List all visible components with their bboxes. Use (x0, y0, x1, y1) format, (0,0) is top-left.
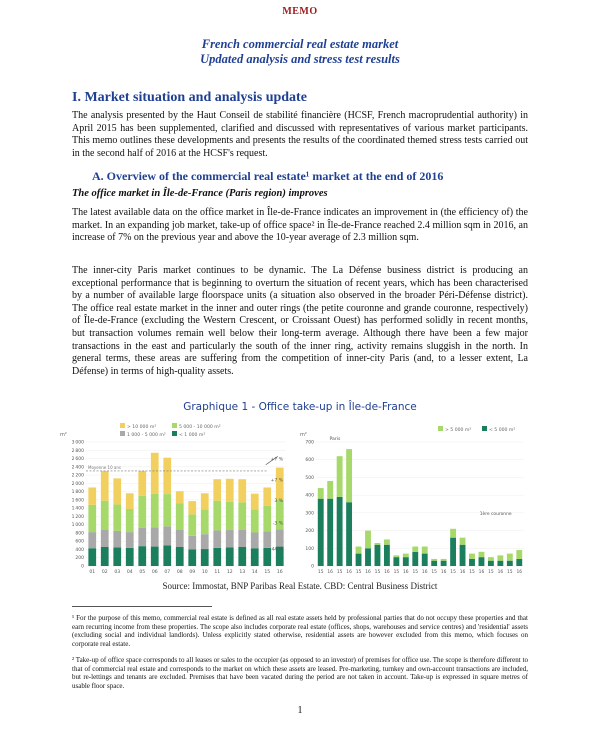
x-tick-label: 01 (89, 570, 96, 575)
x-tick-label: 16 (478, 570, 485, 575)
bar-segment (479, 557, 485, 566)
page-number: 1 (297, 705, 303, 716)
bar-segment (126, 509, 134, 532)
bar-segment (422, 547, 428, 554)
bar-segment (422, 554, 428, 566)
bar-segment (441, 559, 447, 561)
bar-segment (251, 533, 259, 549)
legend-swatch (482, 426, 487, 431)
y-tick-label: 200 (305, 529, 314, 535)
bar-segment (126, 548, 134, 566)
bar-segment (238, 502, 246, 529)
x-tick-label: 16 (346, 570, 352, 575)
x-tick-label: 15 (469, 570, 475, 575)
bar-segment (516, 559, 522, 566)
bar-segment (251, 509, 259, 532)
x-tick-label: 13 (239, 570, 246, 575)
legend-label: < 5 000 m² (489, 428, 516, 433)
bar-segment (163, 494, 171, 526)
bar-segment (431, 561, 437, 566)
bar-segment (188, 549, 196, 566)
bar-segment (101, 501, 109, 530)
bar-segment (412, 552, 418, 566)
x-tick-label: 15 (431, 570, 437, 575)
paris-market-paragraph: The inner-city Paris market continues to be dynamic. The La Défense business district is producing an exceptional performance that is beginning to overturn the situation of recent years, which has been characterised by a number of available large floorspace units (a situation also observed in the broader Péri-Défense district). The office real estate market in the inner and outer rings (the petite couronne and grande couronne, respectively) of Île-de-France (excluding the Western Crescent, or Croissant Ouest) has performed solidly in recent months, but transaction volumes remain well below their long-term average. Although there have been a few major transactions in the east and particularly the south of the inner ring, activity remains sluggish in the north. In general terms, these areas are suffering from the competition of inner-city Paris (and, to a lesser extent, La Défense) in terms of high-quality assets. (72, 265, 528, 377)
group-label: 1ère couronne (479, 512, 512, 517)
bar-segment (226, 547, 234, 566)
x-tick-label: 16 (497, 570, 504, 575)
bar-segment (238, 530, 246, 547)
bar-segment (479, 552, 485, 557)
x-tick-label: 16 (327, 570, 333, 575)
bar-segment (101, 530, 109, 547)
bar-segment (318, 499, 324, 566)
bar-segment (188, 501, 196, 514)
bar-segment (151, 547, 159, 566)
y-tick-label: 2 800 (71, 448, 84, 454)
memo-label: MEMO (282, 6, 318, 17)
bar-segment (151, 453, 159, 494)
bar-segment (213, 501, 221, 531)
bar-segment (201, 493, 209, 509)
change-annotation: 3 % (274, 498, 283, 504)
legend-swatch (172, 431, 177, 436)
x-tick-label: 15 (264, 570, 271, 575)
y-tick-label: 600 (75, 539, 84, 545)
bar-segment (151, 494, 159, 528)
bar-segment (138, 528, 146, 546)
y-tick-label: 400 (305, 493, 314, 499)
bar-segment (337, 456, 343, 497)
bar-segment (450, 529, 456, 538)
bar-segment (337, 497, 343, 566)
y-tick-label: 500 (305, 475, 314, 481)
y-tick-label: 700 (305, 440, 314, 446)
bar-segment (346, 502, 352, 566)
x-tick-label: 10 (201, 570, 208, 575)
bar-segment (201, 534, 209, 549)
x-tick-label: 16 (403, 570, 409, 575)
legend-label: < 1 000 m² (179, 433, 206, 438)
bar-segment (201, 509, 209, 534)
bar-segment (226, 530, 234, 547)
x-tick-label: 16 (365, 570, 371, 575)
bar-segment (516, 550, 522, 559)
bar-segment (412, 547, 418, 552)
bar-segment (163, 458, 171, 494)
bar-segment (188, 536, 196, 550)
bar-segment (113, 531, 121, 548)
bar-segment (151, 528, 159, 547)
bar-segment (226, 502, 234, 530)
x-tick-label: 11 (214, 570, 221, 575)
bar-segment (356, 554, 362, 566)
bar-segment (488, 561, 494, 566)
bar-segment (441, 561, 447, 566)
change-annotation: +7 % (270, 478, 283, 484)
x-tick-label: 16 (440, 570, 447, 575)
document-title-line-1: French commercial real estate market (201, 37, 399, 51)
bar-segment (101, 471, 109, 501)
y-axis-label: m² (300, 432, 307, 438)
x-tick-label: 15 (317, 570, 324, 575)
bar-segment (226, 479, 234, 502)
footnote-1: ¹ For the purpose of this memo, commercial real estate is defined as all real estate assets held by professional parties that do not occupy these properties and that earn recurring income from these properties. The scope also includes corporate real estate (offices, shops, warehouses and service centres) and 'residential' assets (excluding social and individual landlords). Unless explicitly stated otherwise, residential assets are however excluded from this memo, which focuses on corporate real estate. (72, 614, 528, 648)
bar-segment (403, 557, 409, 566)
bar-segment (375, 545, 381, 566)
office-take-up-chart (58, 420, 290, 580)
bar-segment (113, 478, 121, 504)
bar-segment (497, 555, 503, 560)
office-take-up-by-area-chart (298, 420, 528, 580)
section-intro-paragraph: The analysis presented by the Haut Conseil de stabilité financière (HCSF, French macroprudential authority) in April 2015 has been supplemented, clarified and discussed with representatives of various market participants. This memo outlines these developments and presents the results of the coordinated themed stress tests carried out in the second half of 2016 at the HCSF's request. (72, 110, 528, 159)
bar-segment (327, 499, 333, 566)
y-tick-label: 1 200 (71, 514, 84, 520)
y-tick-label: 0 (311, 564, 314, 570)
y-tick-label: 3 000 (71, 440, 84, 446)
office-market-paragraph: The latest available data on the office market in Île-de-France indicates an improvement in (the efficiency of) the market. In an expanding job market, take-up of office space² in Île-de-France reached 2.4 million sqm in 2016, an increase of 7% on the previous year and above the 10-year average of 2.3 million sqm. (72, 207, 528, 244)
bar-segment (507, 554, 513, 561)
bar-segment (469, 554, 475, 559)
document-title-line-2: Updated analysis and stress test results (200, 52, 400, 66)
bar-segment (384, 545, 390, 566)
x-tick-label: 16 (421, 570, 428, 575)
x-tick-label: 03 (114, 570, 121, 575)
bar-segment (318, 488, 324, 499)
bar-segment (375, 543, 381, 545)
x-tick-label: 12 (226, 570, 233, 575)
legend-swatch (438, 426, 443, 431)
bar-segment (213, 530, 221, 547)
bar-segment (113, 504, 121, 530)
bar-segment (393, 555, 399, 557)
bar-segment (213, 479, 221, 500)
x-tick-label: 15 (488, 570, 494, 575)
legend-label: > 10 000 m² (127, 425, 157, 430)
section-heading: I. Market situation and analysis update (72, 90, 307, 105)
office-market-heading: The office market in Île-de-France (Paris region) improves (72, 188, 328, 199)
bar-segment (176, 503, 184, 529)
bar-segment (263, 487, 271, 505)
x-tick-label: 15 (336, 570, 343, 575)
x-tick-label: 15 (355, 570, 362, 575)
x-tick-label: 16 (384, 570, 390, 575)
y-tick-label: 300 (305, 511, 314, 517)
y-axis-label: m² (60, 432, 67, 438)
y-tick-label: 400 (75, 547, 84, 553)
bar-segment (356, 547, 362, 554)
bar-segment (163, 526, 171, 545)
bar-segment (188, 514, 196, 535)
bar-segment (263, 506, 271, 532)
x-tick-label: 14 (251, 570, 258, 575)
legend-label: 1 000 - 5 000 m² (127, 433, 166, 438)
bar-segment (365, 531, 371, 549)
bar-segment (469, 559, 475, 566)
x-tick-label: 15 (412, 570, 419, 575)
bar-segment (176, 530, 184, 547)
bar-segment (238, 547, 246, 566)
change-annotation: -3 % (272, 521, 283, 527)
bar-segment (201, 549, 209, 566)
bar-segment (403, 554, 409, 558)
chart-title: Graphique 1 - Office take-up in Île-de-France (183, 401, 417, 413)
change-annotation: 44 % (271, 547, 283, 553)
bar-segment (276, 468, 284, 500)
x-tick-label: 07 (164, 570, 171, 575)
x-tick-label: 06 (151, 570, 158, 575)
footnote-divider (72, 606, 212, 607)
bar-segment (263, 531, 271, 548)
bar-segment (327, 481, 333, 499)
bar-segment (138, 496, 146, 528)
y-tick-label: 1 400 (71, 506, 84, 512)
y-tick-label: 100 (305, 546, 314, 552)
bar-segment (176, 547, 184, 566)
x-tick-label: 16 (516, 570, 523, 575)
bar-segment (488, 557, 494, 561)
bar-segment (88, 505, 96, 532)
x-tick-label: 05 (139, 570, 146, 575)
bar-segment (346, 449, 352, 502)
bar-segment (126, 532, 134, 548)
y-tick-label: 1 000 (71, 523, 84, 529)
bar-segment (176, 491, 184, 503)
bar-segment (460, 538, 466, 545)
bar-segment (138, 546, 146, 566)
legend-swatch (120, 423, 125, 428)
x-tick-label: 16 (459, 570, 466, 575)
y-tick-label: 0 (81, 564, 84, 570)
bar-segment (126, 493, 134, 509)
bar-segment (251, 494, 259, 510)
bar-segment (251, 548, 259, 566)
bar-segment (88, 548, 96, 566)
x-tick-label: 15 (450, 570, 456, 575)
bar-segment (238, 479, 246, 502)
change-annotation: +7 % (270, 457, 283, 463)
legend-swatch (120, 431, 125, 436)
bar-segment (163, 545, 171, 566)
y-tick-label: 2 400 (71, 465, 84, 471)
bar-segment (431, 559, 437, 561)
x-tick-label: 08 (176, 570, 183, 575)
x-tick-label: 16 (276, 570, 283, 575)
group-label: Paris (329, 437, 341, 442)
y-tick-label: 2 200 (71, 473, 84, 479)
bar-segment (497, 561, 503, 566)
x-tick-label: 02 (101, 570, 108, 575)
x-tick-label: 15 (374, 570, 381, 575)
average-label: Moyenne 10 ans (88, 464, 121, 470)
bar-segment (113, 547, 121, 566)
x-tick-label: 15 (393, 570, 400, 575)
bar-segment (507, 561, 513, 566)
y-tick-label: 600 (305, 458, 314, 464)
y-tick-label: 2 600 (71, 457, 84, 463)
y-tick-label: 1 600 (71, 498, 84, 504)
bar-segment (365, 548, 371, 566)
x-tick-label: 04 (126, 570, 133, 575)
bar-segment (138, 471, 146, 496)
bar-segment (263, 548, 271, 566)
bar-segment (450, 538, 456, 566)
legend-swatch (172, 423, 177, 428)
bar-segment (393, 557, 399, 566)
chart-source: Source: Immostat, BNP Paribas Real Estate. CBD: Central Business District (162, 581, 438, 591)
subsection-heading: A. Overview of the commercial real estate¹ market at the end of 2016 (92, 169, 444, 183)
bar-segment (384, 539, 390, 544)
bar-segment (88, 487, 96, 504)
bar-segment (101, 547, 109, 566)
x-tick-label: 09 (189, 570, 196, 575)
bar-segment (276, 529, 284, 546)
legend-label: 5 000 - 10 000 m² (179, 425, 221, 430)
legend-label: > 5 000 m² (445, 428, 472, 433)
y-tick-label: 1 800 (71, 490, 84, 496)
y-tick-label: 2 000 (71, 481, 84, 487)
y-tick-label: 200 (75, 556, 84, 562)
bar-segment (88, 532, 96, 548)
footnote-2: ² Take-up of office space corresponds to all leases or sales to the occupier (as opposed to an investor) of premises for office use. The scope is therefore different to that of commercial real estate and corresponds to the market on which these assets are leased. Pre-marketing, turnkey and own-account transactions are included, but re-lettings and tenants are excluded. Premises that have been vacated during the period are not taken in account. Take-up is expressed in square metres of usable floor space. (72, 656, 528, 690)
bar-segment (460, 545, 466, 566)
x-tick-label: 15 (507, 570, 513, 575)
bar-segment (213, 548, 221, 566)
y-tick-label: 800 (75, 531, 84, 537)
